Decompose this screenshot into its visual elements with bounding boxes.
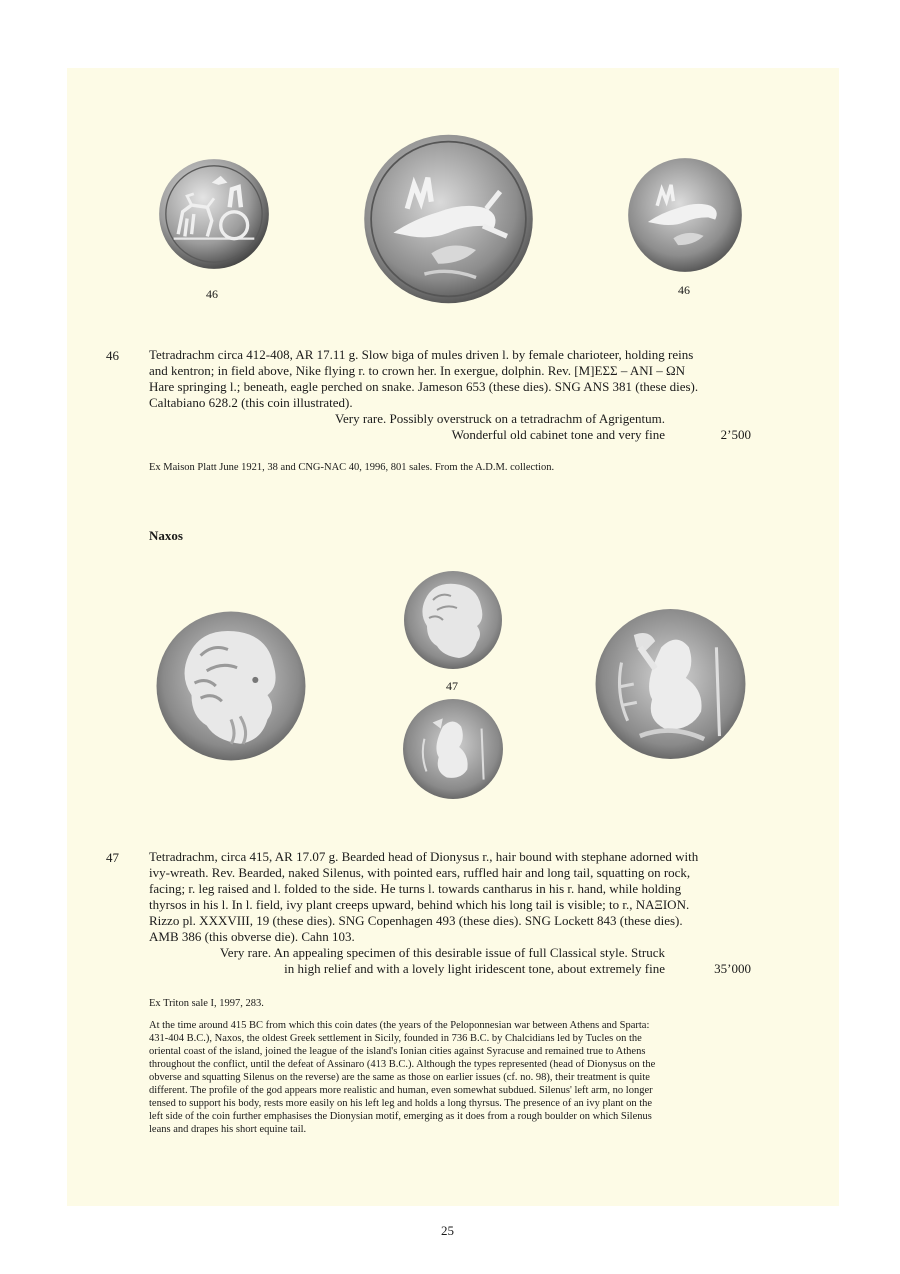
silenus-depiction — [594, 606, 747, 762]
coin-47-reverse-large-image — [594, 606, 747, 762]
chariot-depiction — [158, 155, 270, 273]
dionysus-head-depiction — [150, 610, 312, 762]
coin-46-reverse-caption: 46 — [678, 283, 690, 297]
hare-depiction — [360, 133, 537, 305]
note-line-5: obverse and squatting Silenus on the reverse) are the same as those on earlier issues (cf. no. 98), their treatment is quite — [149, 1072, 650, 1083]
lot-46-desc-line-2: and kentron; in field above, Nike flying r. to crown her. In exergue, dolphin. Rev. [M]ΕΣΣ – ΑΝΙ – ΩΝ — [149, 363, 686, 378]
lot-46-provenance: Ex Maison Platt June 1921, 38 and CNG-NAC 40, 1996, 801 sales. From the A.D.M. collection. — [149, 462, 555, 473]
note-line-9: leans and drapes his short equine tail. — [149, 1124, 307, 1135]
coin-46-reverse-image — [360, 133, 537, 305]
coin-46-obverse-caption: 46 — [206, 287, 218, 301]
lot-47-desc-line-6: AMB 386 (this obverse die). Cahn 103. — [149, 929, 355, 944]
coin-46-obverse-image — [158, 155, 270, 273]
lot-47-desc-line-5: Rizzo pl. XXXVIII, 19 (these dies). SNG Copenhagen 493 (these dies). SNG Lockett 843 (these dies). — [149, 913, 683, 928]
note-line-8: left side of the coin further emphasises the Dionysian motif, emerging as it does from a rough boulder on which Silenus — [149, 1111, 652, 1122]
coin-47-obverse-large-image — [150, 610, 312, 762]
coin-47-caption: 47 — [446, 679, 458, 693]
lot-47-number: 47 — [106, 850, 119, 865]
lot-46-grade-line-1: Very rare. Possibly overstruck on a tetradrachm of Agrigentum. — [335, 411, 665, 426]
lot-46-number: 46 — [106, 348, 119, 363]
lot-47-desc-line-1: Tetradrachm, circa 415, AR 17.07 g. Bearded head of Dionysus r., hair bound with stephane adorned with — [149, 849, 699, 864]
lot-46-desc-line-4: Caltabiano 628.2 (this coin illustrated). — [149, 395, 353, 410]
lot-47-historical-note — [149, 1019, 751, 1136]
note-line-2: 431-404 B.C.), Naxos, the oldest Greek settlement in Sicily, founded in 736 B.C. by Chalcidians led by Tucles on the — [149, 1033, 642, 1044]
lot-47-desc-line-3: facing; r. leg raised and l. folded to the side. He turns l. towards cantharus in his r. hand, while holding — [149, 881, 682, 896]
lot-47-description — [149, 849, 751, 945]
hare-depiction-small — [627, 157, 743, 273]
note-line-4: throughout the conflict, until the defeat of Assinaro (413 B.C.). Although the types represented (head of Dionysus on the — [149, 1059, 656, 1070]
lot-47-desc-line-2: ivy-wreath. Rev. Bearded, naked Silenus, with pointed ears, ruffled hair and long tail, squatting on rock, — [149, 865, 691, 880]
lot-47-provenance: Ex Triton sale I, 1997, 283. — [149, 998, 264, 1009]
lot-47-desc-line-4: thyrsos in his l. In l. field, ivy plant creeps upward, behind which his long tail is visible; to r., ΝΑΞΙΟΝ. — [149, 897, 690, 912]
page-number: 25 — [441, 1223, 454, 1238]
note-line-1: At the time around 415 BC from which this coin dates (the years of the Peloponnesian war between Athens and Sparta: — [149, 1020, 650, 1031]
lot-46-desc-line-1: Tetradrachm circa 412-408, AR 17.11 g. Slow biga of mules driven l. by female charioteer, holding reins — [149, 347, 694, 362]
dionysus-head-depiction-small — [399, 570, 507, 670]
note-line-7: tensed to support his body, rests more easily on his left leg and holds a long thyrsus. The presence of an ivy plant on the — [149, 1098, 653, 1109]
lot-47-price: 35’000 — [714, 961, 751, 976]
lot-46-grade-line-2: Wonderful old cabinet tone and very fine — [451, 427, 665, 442]
note-line-3: oriental coast of the island, joined the league of the island's Ionian cities against Syracuse and remained true to Athens — [149, 1046, 646, 1057]
silenus-depiction-small — [402, 697, 504, 801]
lot-47-grade-line-2: in high relief and with a lovely light iridescent tone, about extremely fine — [284, 961, 665, 976]
lot-46-desc-line-3: Hare springing l.; beneath, eagle perched on snake. Jameson 653 (these dies). SNG ANS 381 (these dies). — [149, 379, 699, 394]
coin-46-reverse-small-image — [627, 157, 743, 273]
section-heading-naxos: Naxos — [149, 528, 183, 543]
lot-47-grade-line-1: Very rare. An appealing specimen of this desirable issue of full Classical style. Struck — [219, 945, 665, 960]
coin-47-reverse-small-image — [402, 697, 504, 801]
coin-47-obverse-small-image — [399, 570, 507, 670]
note-line-6: different. The profile of the god appears more realistic and human, even somewhat subdued. Silenus' left arm, no longer — [149, 1085, 653, 1096]
lot-46-description — [149, 347, 751, 411]
lot-46-price: 2’500 — [720, 427, 751, 442]
